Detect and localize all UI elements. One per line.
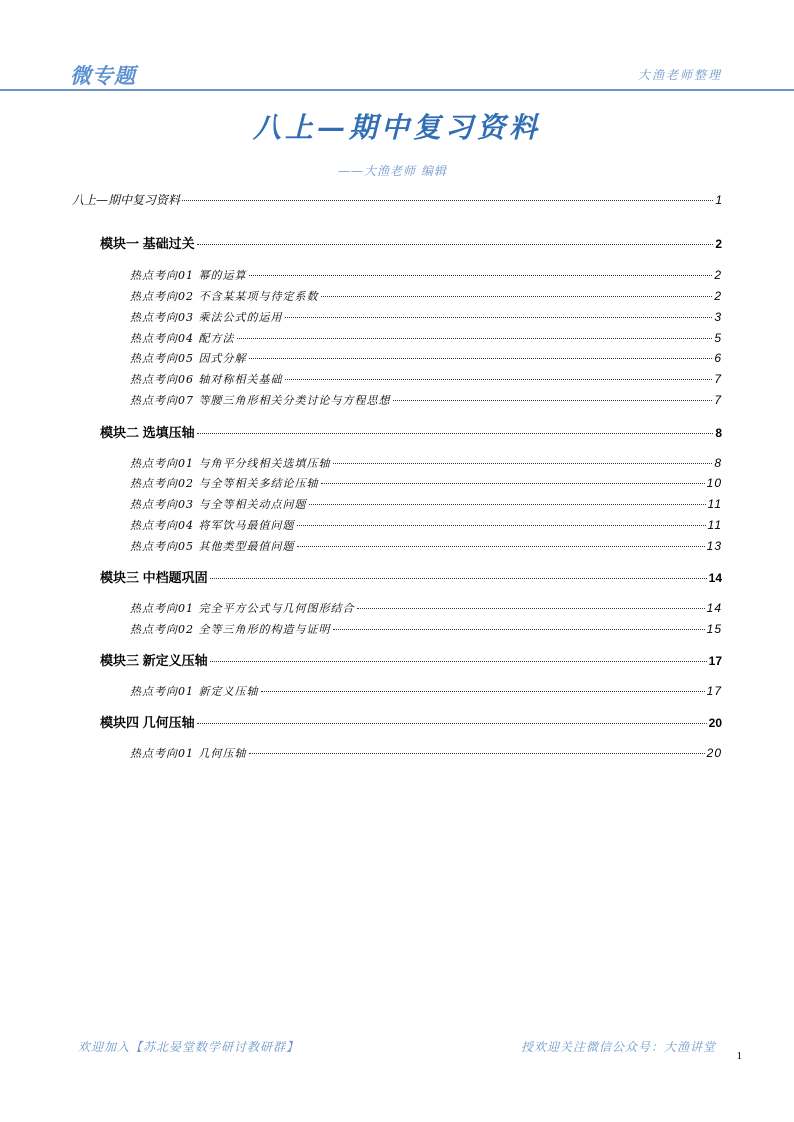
toc-leader — [357, 608, 705, 609]
toc-leader — [309, 504, 706, 505]
toc-entry[interactable] — [130, 330, 722, 346]
toc-entry-label: 模块二 选填压轴 — [100, 425, 195, 440]
toc-leader — [249, 275, 713, 276]
toc-entry-label: 模块四 几何压轴 — [100, 715, 195, 730]
toc-leader — [249, 753, 705, 754]
toc-leader — [249, 358, 713, 359]
toc-entry-page: 7 — [714, 393, 722, 407]
toc-entry[interactable] — [130, 350, 722, 366]
toc-entry-page: 6 — [714, 351, 722, 365]
toc-entry[interactable] — [130, 496, 722, 512]
toc-entry[interactable] — [130, 267, 722, 283]
toc-entry[interactable] — [130, 371, 722, 387]
toc-leader — [210, 578, 707, 579]
toc-entry-label: 模块一 基础过关 — [100, 236, 195, 251]
toc-leader — [321, 296, 713, 297]
toc-entry-page: 10 — [706, 476, 722, 490]
toc-entry-label: 八上—期中复习资料 — [72, 193, 181, 207]
toc-entry-page: 8 — [715, 426, 722, 440]
toc-entry-label: 热点考向07 等腰三角形相关分类讨论与方程思想 — [130, 394, 391, 407]
toc-entry-label: 热点考向04 将军饮马最值问题 — [130, 519, 295, 532]
toc-entry-label: 热点考向05 其他类型最值问题 — [130, 540, 295, 553]
toc-entry-label: 热点考向05 因式分解 — [130, 352, 247, 365]
toc-leader — [182, 200, 713, 201]
toc-leader — [261, 691, 705, 692]
toc-entry-page: 7 — [714, 372, 722, 386]
toc-entry-page: 13 — [706, 539, 722, 553]
toc-entry[interactable] — [130, 745, 722, 761]
toc-entry-page: 17 — [708, 654, 722, 668]
toc-entry-label: 热点考向02 不含某某项与待定系数 — [130, 290, 319, 303]
toc-leader — [197, 723, 707, 724]
toc-leader — [285, 379, 713, 380]
header-author: 大渔老师整理 — [637, 68, 722, 82]
toc-entry-label: 热点考向02 与全等相关多结论压轴 — [130, 477, 319, 490]
toc-leader — [237, 338, 713, 339]
toc-entry-label: 热点考向03 与全等相关动点问题 — [130, 498, 307, 511]
toc-entry-page: 1 — [715, 193, 722, 207]
toc-leader — [333, 463, 713, 464]
toc-entry-page: 14 — [708, 571, 722, 585]
toc-entry-label: 热点考向06 轴对称相关基础 — [130, 373, 283, 386]
toc-entry-page: 2 — [715, 237, 722, 251]
toc-entry-page: 20 — [708, 716, 722, 730]
toc-entry-page: 2 — [714, 289, 722, 303]
toc-entry[interactable] — [130, 683, 722, 699]
toc-entry-page: 11 — [707, 518, 722, 532]
toc-entry-page: 2 — [714, 268, 722, 282]
document-title: 八上—期中复习资料 — [252, 111, 541, 144]
toc-entry-page: 5 — [714, 331, 722, 345]
toc-leader — [285, 317, 713, 318]
toc-leader — [333, 629, 705, 630]
toc-entry-label: 模块三 新定义压轴 — [100, 653, 208, 668]
toc-entry-page: 20 — [706, 746, 722, 760]
toc-leader — [297, 546, 705, 547]
toc-entry-label: 热点考向02 全等三角形的构造与证明 — [130, 623, 331, 636]
toc-entry[interactable] — [130, 475, 722, 491]
toc-leader — [393, 400, 713, 401]
toc-entry[interactable] — [130, 517, 722, 533]
toc-entry[interactable] — [72, 191, 722, 208]
toc-entry[interactable] — [130, 600, 722, 616]
toc-entry[interactable] — [100, 233, 722, 252]
toc-entry-page: 14 — [706, 601, 722, 615]
toc-entry-label: 热点考向01 幂的运算 — [130, 269, 247, 282]
toc-entry-label: 热点考向01 完全平方公式与几何图形结合 — [130, 602, 355, 615]
toc-entry[interactable] — [130, 288, 722, 304]
toc-entry-label: 热点考向01 几何压轴 — [130, 747, 247, 760]
toc-leader — [197, 433, 714, 434]
toc-entry-page: 11 — [707, 497, 722, 511]
toc-entry-page: 3 — [714, 310, 722, 324]
toc-entry[interactable] — [100, 422, 722, 441]
toc-entry[interactable] — [100, 650, 722, 669]
toc-entry-page: 15 — [706, 622, 722, 636]
footer-group-invite: 欢迎加入【苏北晏堂数学研讨教研群】 — [78, 1040, 300, 1054]
toc-entry[interactable] — [130, 538, 722, 554]
toc-leader — [321, 483, 705, 484]
toc-entry-page: 17 — [706, 684, 722, 698]
logo: 微专题 — [70, 64, 136, 88]
toc-entry-label: 热点考向03 乘法公式的运用 — [130, 311, 283, 324]
toc-entry[interactable] — [100, 567, 722, 586]
toc-entry-page: 8 — [714, 456, 722, 470]
footer-wechat-notice: 授欢迎关注微信公众号：大渔讲堂 — [520, 1040, 716, 1054]
toc-entry-label: 模块三 中档题巩固 — [100, 570, 208, 585]
toc-leader — [197, 244, 714, 245]
toc-leader — [297, 525, 706, 526]
toc-entry[interactable] — [130, 309, 722, 325]
toc-entry-label: 热点考向01 新定义压轴 — [130, 685, 259, 698]
toc-entry[interactable] — [130, 455, 722, 471]
toc-entry-label: 热点考向04 配方法 — [130, 332, 235, 345]
page-number: 1 — [736, 1050, 742, 1062]
document-subtitle: ——大渔老师 编辑 — [338, 164, 447, 178]
toc-entry[interactable] — [100, 712, 722, 731]
toc-entry-label: 热点考向01 与角平分线相关选填压轴 — [130, 457, 331, 470]
toc-entry[interactable] — [130, 621, 722, 637]
toc-leader — [210, 661, 707, 662]
toc-entry[interactable] — [130, 392, 722, 408]
